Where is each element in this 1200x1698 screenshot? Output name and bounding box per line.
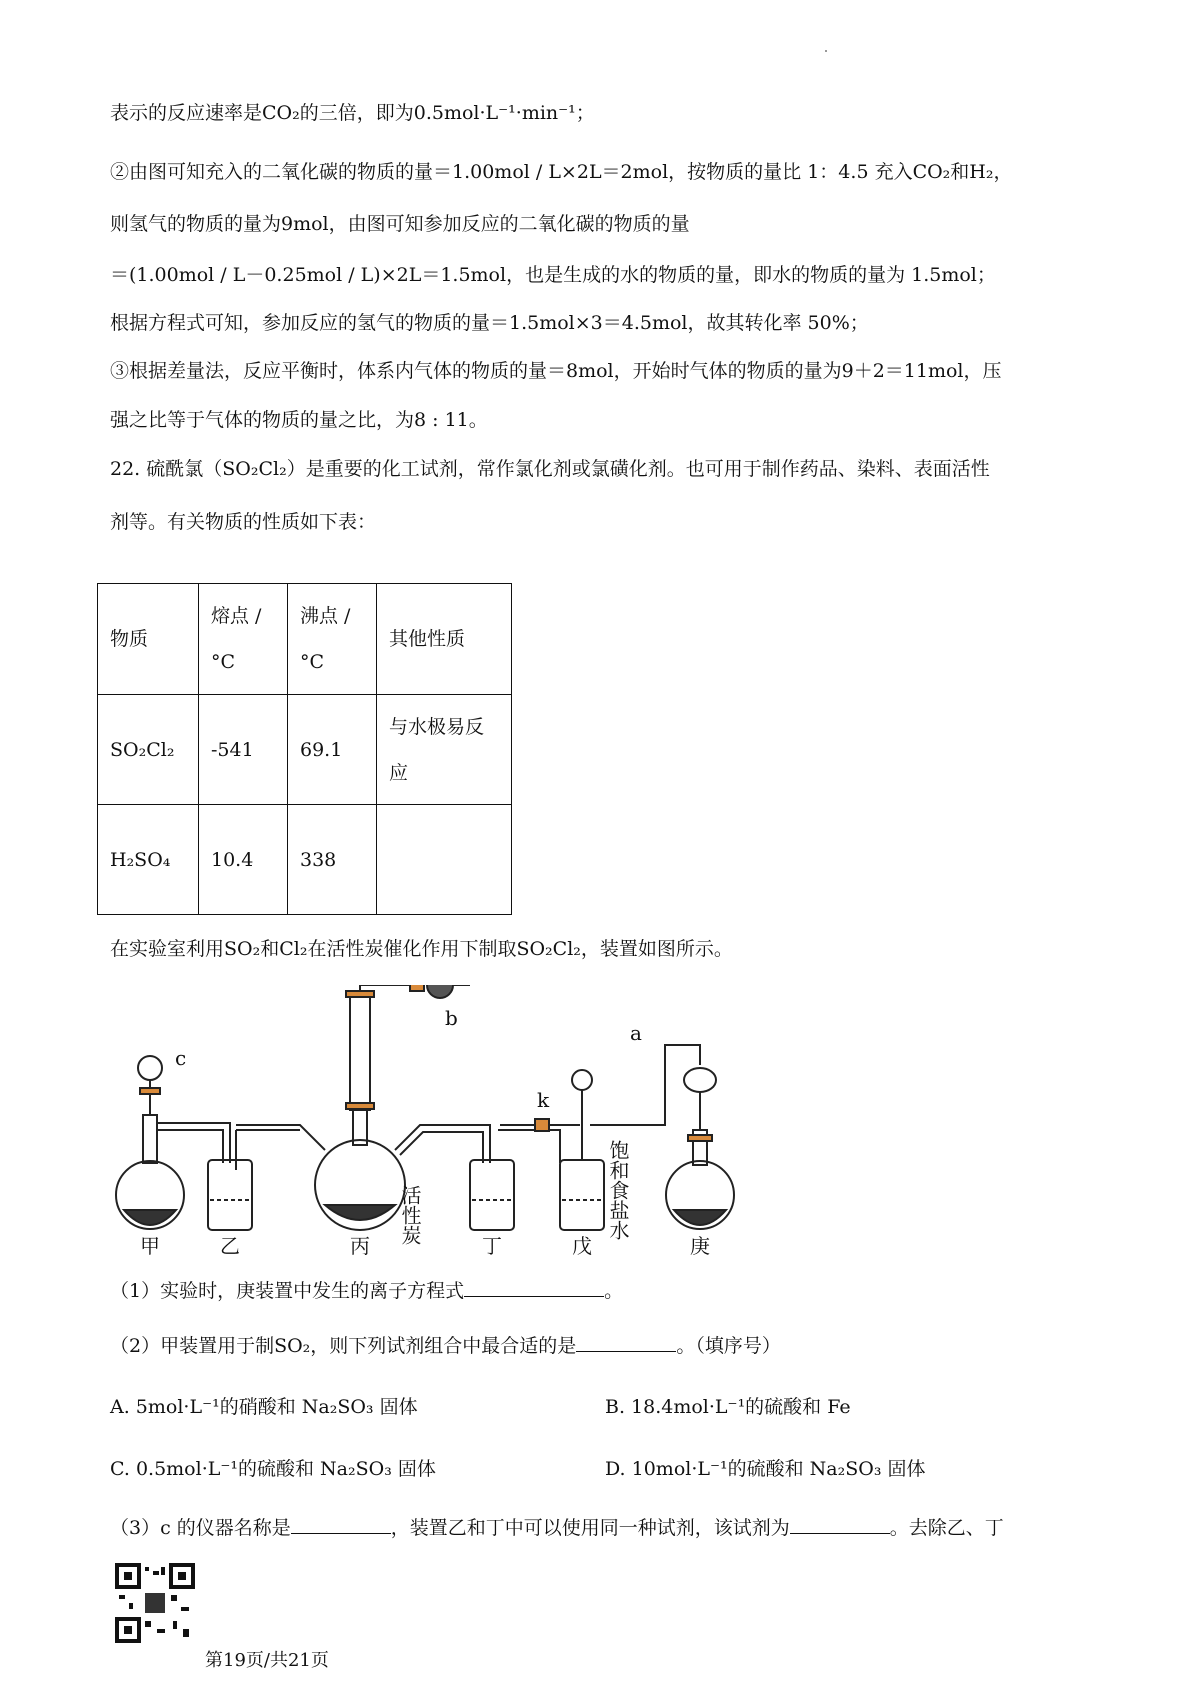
label-activated-carbon: 活性炭 xyxy=(398,1185,422,1245)
table-cell: H₂SO₄ xyxy=(98,805,199,915)
answer-blank[interactable] xyxy=(291,1513,391,1534)
answer-blank[interactable] xyxy=(464,1276,604,1297)
header-cell: 熔点 /°C xyxy=(199,584,288,695)
table-row xyxy=(98,805,512,915)
question-2 xyxy=(110,1331,781,1360)
table-cell: 与水极易反应 xyxy=(377,695,512,805)
text-line-7: 强之比等于气体的物质的量之比，为8 : 11。 xyxy=(110,409,488,431)
option-a: A. 5mol·L⁻¹的硝酸和 Na₂SO₃ 固体 xyxy=(110,1396,418,1418)
question-3 xyxy=(110,1513,1004,1542)
question-3-mid: ，装置乙和丁中可以使用同一种试剂，该试剂为 xyxy=(390,1517,790,1539)
text-line-5: 根据方程式可知，参加反应的氢气的物质的量＝1.5mol×3＝4.5mol，故其转化率 50%； xyxy=(110,312,869,334)
label-c: c xyxy=(175,1046,187,1070)
question-2-text: （2）甲装置用于制SO₂，则下列试剂组合中最合适的是 xyxy=(110,1335,577,1357)
label-geng: 庚 xyxy=(690,1234,710,1258)
properties-table xyxy=(97,583,512,915)
label-b: b xyxy=(445,1006,458,1030)
text-line-2: ②由图可知充入的二氧化碳的物质的量＝1.00mol / L×2L＝2mol，按物质的量比 1：4.5 充入CO₂和H₂， xyxy=(110,161,1013,183)
speck xyxy=(825,50,827,52)
table-row xyxy=(98,695,512,805)
table-cell: 10.4 xyxy=(199,805,288,915)
label-k: k xyxy=(537,1088,550,1112)
table-cell: SO₂Cl₂ xyxy=(98,695,199,805)
text-line-3: 则氢气的物质的量为9mol，由图可知参加反应的二氧化碳的物质的量 xyxy=(110,213,690,235)
question-2-end: 。（填序号） xyxy=(676,1335,781,1357)
option-c: C. 0.5mol·L⁻¹的硫酸和 Na₂SO₃ 固体 xyxy=(110,1458,436,1480)
answer-blank[interactable] xyxy=(576,1331,676,1352)
header-cell: 物质 xyxy=(98,584,199,695)
question-22-intro-cont: 剂等。有关物质的性质如下表： xyxy=(110,511,377,533)
label-yi: 乙 xyxy=(220,1234,240,1258)
text-line-4: ＝(1.00mol / L－0.25mol / L)×2L＝1.5mol，也是生成的水的物质的量，即水的物质的量为 1.5mol； xyxy=(110,264,996,286)
answer-blank[interactable] xyxy=(790,1513,890,1534)
text-line-1: 表示的反应速率是CO₂的三倍，即为0.5mol·L⁻¹·min⁻¹； xyxy=(110,102,595,124)
header-cell: 沸点 /°C xyxy=(288,584,377,695)
label-bing: 丙 xyxy=(350,1234,370,1258)
table-header-row xyxy=(98,584,512,695)
question-1-text: （1）实验时，庚装置中发生的离子方程式 xyxy=(110,1280,465,1302)
header-cell: 其他性质 xyxy=(377,584,512,695)
page-footer: 第19页/共21页 xyxy=(205,1650,329,1671)
table-cell: -541 xyxy=(199,695,288,805)
label-saturated-brine: 饱和食盐水 xyxy=(606,1140,630,1240)
question-3-text: （3）c 的仪器名称是 xyxy=(110,1517,291,1539)
text-line-6: ③根据差量法，反应平衡时，体系内气体的物质的量＝8mol，开始时气体的物质的量为9＋2＝11mol，压 xyxy=(110,360,1002,382)
question-3-end: 。去除乙、丁 xyxy=(889,1517,1004,1539)
table-cell xyxy=(377,805,512,915)
question-1 xyxy=(110,1276,623,1305)
option-b: B. 18.4mol·L⁻¹的硫酸和 Fe xyxy=(605,1396,851,1418)
label-ding: 丁 xyxy=(482,1234,502,1258)
table-cell: 338 xyxy=(288,805,377,915)
question-22-intro: 22. 硫酰氯（SO₂Cl₂）是重要的化工试剂，常作氯化剂或氯磺化剂。也可用于制作药品、染料、表面活性 xyxy=(110,458,990,480)
label-jia: 甲 xyxy=(140,1234,160,1258)
label-wu: 戊 xyxy=(572,1234,592,1258)
qr-code-icon xyxy=(115,1563,195,1643)
table-cell: 69.1 xyxy=(288,695,377,805)
label-a: a xyxy=(630,1021,642,1045)
apparatus-intro: 在实验室利用SO₂和Cl₂在活性炭催化作用下制取SO₂Cl₂，装置如图所示。 xyxy=(110,938,733,960)
question-1-end: 。 xyxy=(604,1280,624,1302)
option-d: D. 10mol·L⁻¹的硫酸和 Na₂SO₃ 固体 xyxy=(605,1458,926,1480)
apparatus-diagram xyxy=(110,985,1070,1265)
